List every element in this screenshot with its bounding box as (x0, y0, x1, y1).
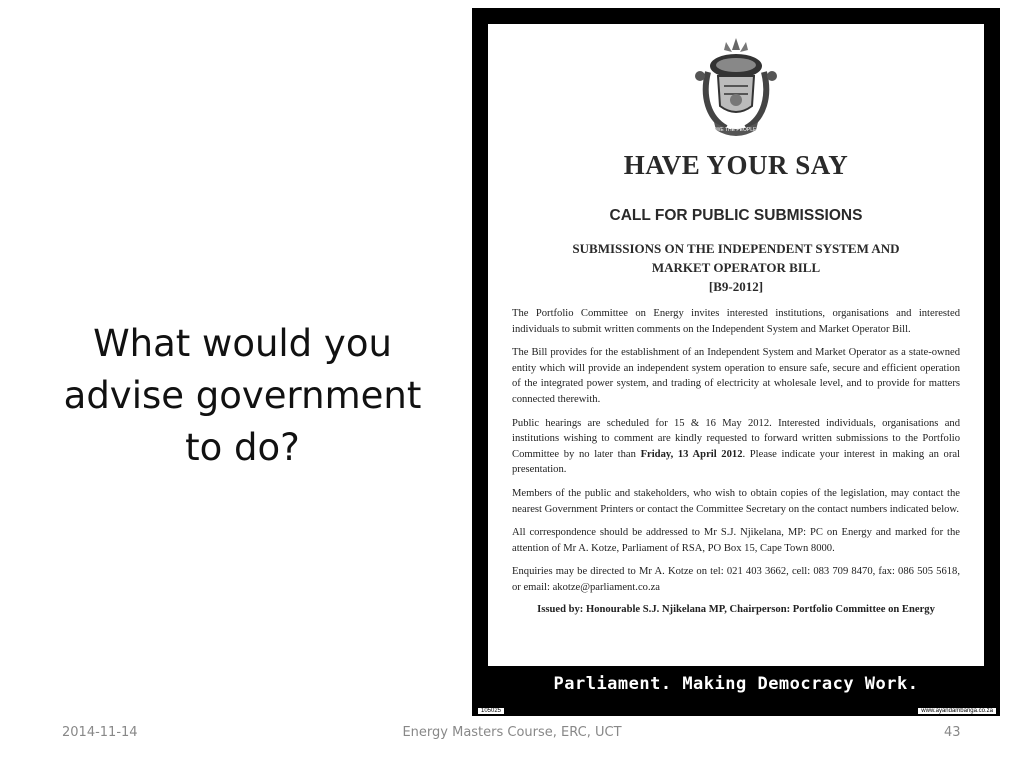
footer-course: Energy Masters Course, ERC, UCT (402, 725, 622, 740)
slide-question (40, 318, 445, 474)
crest-motto: WE THE PEOPLE (715, 127, 757, 133)
ad-bill-title (512, 239, 960, 296)
ad-paragraph: All correspondence should be addressed to Mr S.J. Njikelana, MP: PC on Energy and marked for the attention of Mr A. Kotze, Parliament of RSA, PO Box 15, Cape Town 8000. (512, 527, 960, 554)
bill-title-line: MARKET OPERATOR BILL (651, 260, 821, 275)
ad-slogan: Parliament. Making Democracy Work. (553, 674, 919, 694)
advertisement-image (472, 8, 1000, 716)
ad-paragraph-text: Public hearings are scheduled for 15 & 16 May 2012. Interested individuals, organisations and institutions wishing to comment are kindly requested to forward written submissions to the Portfolio Committee by no later than (512, 417, 960, 460)
footer-date: 2014-11-14 (62, 725, 138, 740)
ad-paragraph: The Bill provides for the establishment of an Independent System and Market Operator as a state-owned entity which will provide an independent system operation to ensure safe, secure and efficient operation of the integrated power system, and trading of electricity at wholesale level, and to provide for matters connected therewith. (512, 347, 960, 405)
ad-body-text (512, 306, 960, 596)
question-line: What would you (93, 322, 392, 365)
ad-website: www.ayandambanga.co.za (918, 708, 996, 714)
question-line: advise government (63, 374, 422, 417)
ad-heading: HAVE YOUR SAY (623, 150, 849, 180)
ad-issued-by: Issued by: Honourable S.J. Njikelana MP, Chairperson: Portfolio Committee on Energy (537, 603, 935, 615)
ad-paragraph: Enquiries may be directed to Mr A. Kotze on tel: 021 403 3662, cell: 083 709 8470, fax: 086 505 5618, or email: akotze@parliament.co.za (512, 566, 960, 593)
bill-title-line: SUBMISSIONS ON THE INDEPENDENT SYSTEM AND (572, 241, 900, 256)
ad-paragraph: The Portfolio Committee on Energy invites interested institutions, organisations and interested individuals to submit written comments on the Independent System and Market Operator Bill. (512, 308, 960, 335)
ad-subheading: CALL FOR PUBLIC SUBMISSIONS (609, 207, 863, 224)
question-line: to do? (185, 426, 300, 469)
submission-deadline: Friday, 13 April 2012 (640, 448, 743, 460)
advertisement-body (488, 24, 984, 666)
ad-paragraph (512, 416, 960, 478)
ad-paragraph: Members of the public and stakeholders, who wish to obtain copies of the legislation, may contact the nearest Government Printers or contact the Committee Secretary on the contact numbers indicated below. (512, 487, 960, 515)
parliament-coat-of-arms-icon (686, 36, 786, 142)
bill-number: [B9-2012] (708, 279, 764, 294)
ad-paragraph-text: . Please indicate your interest in making an oral presentation. (512, 448, 960, 476)
footer-page-number: 43 (944, 725, 961, 740)
ad-code: 105025 (478, 708, 504, 714)
